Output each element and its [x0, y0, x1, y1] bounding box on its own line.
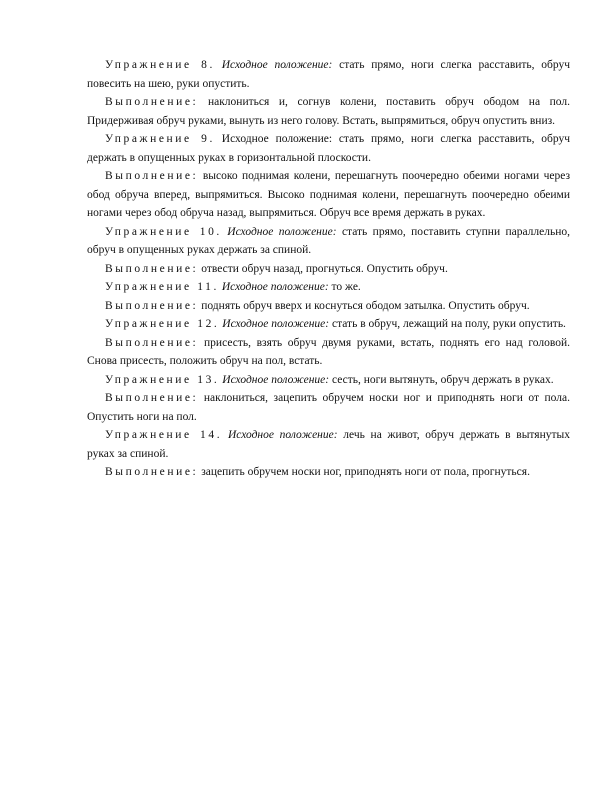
execution-text: наклониться, зацепить обручем носки ног и приподнять ноги от пола. Опустить ноги на пол. [87, 392, 570, 423]
start-position-label: Исходное положение: [227, 225, 337, 238]
execution-label: Выполнение: [105, 336, 199, 349]
exercise-title: Упражнение 8. [105, 59, 215, 71]
start-position-text: стать прямо, ноги слегка расставить, обруч держать в опущенных руках в горизонтальной плоскости. [87, 133, 570, 164]
start-position-text: стать прямо, поставить ступни параллельно, обруч в опущенных руках держать за спиной. [87, 225, 571, 256]
execution-text: высоко поднимая колени, перешагнуть поочередно обеими ногами через обод обруча вперед, выпрямиться. Высоко поднимая колени, перешагнуть поочередно обеими ногами через обод обруча назад, выпрямиться. Обруч все время держать в руках. [87, 170, 571, 219]
start-position-text: лечь на живот, обруч держать в вытянутых руках за спиной. [87, 429, 571, 460]
start-position-label: Исходное положение: [221, 133, 333, 145]
exercise-10-start [87, 223, 570, 260]
exercise-title: Упражнение 11. [105, 281, 219, 293]
execution-text: наклониться и, согнув колени, поставить обруч ободом на пол. Придерживая обруч руками, вынуть из него голову. Встать, выпрямиться, обруч опустить вниз. [87, 96, 571, 127]
execution-text: отвести обруч назад, прогнуться. Опустить обруч. [201, 262, 448, 275]
execution-label: Выполнение: [105, 299, 199, 312]
execution-text: зацепить обручем носки ног, приподнять ноги от пола, прогнуться. [201, 466, 530, 478]
start-position-label: Исходное положение: [227, 429, 338, 441]
exercise-12-start [87, 315, 570, 334]
exercise-9-execution [87, 167, 570, 223]
execution-label: Выполнение: [105, 170, 199, 182]
exercise-12-execution [87, 334, 570, 371]
exercise-14-execution [87, 463, 570, 482]
start-position-text: сесть, ноги вытянуть, обруч держать в руках. [331, 373, 554, 386]
execution-label: Выполнение: [105, 466, 199, 478]
execution-text: поднять обруч вверх и коснуться ободом затылка. Опустить обруч. [201, 299, 530, 312]
exercise-10-execution [87, 260, 570, 279]
execution-label: Выполнение: [105, 96, 199, 108]
start-position-label: Исходное положение: [221, 281, 329, 293]
exercise-8-execution [87, 93, 570, 130]
exercise-8-start [87, 56, 570, 93]
exercise-title: Упражнение 13. [105, 373, 220, 386]
execution-label: Выполнение: [105, 262, 199, 275]
exercise-13-execution [87, 389, 570, 426]
exercise-title: Упражнение 12. [105, 318, 220, 330]
start-position-text: то же. [331, 281, 361, 293]
start-position-label: Исходное положение: [221, 59, 333, 71]
exercise-title: Упражнение 14. [105, 429, 223, 441]
execution-text: присесть, взять обруч двумя руками, встать, поднять его над головой. Снова присесть, положить обруч на пол, встать. [87, 336, 571, 367]
execution-label: Выполнение: [105, 392, 199, 404]
start-position-label: Исходное положение: [222, 373, 330, 386]
exercise-14-start [87, 426, 570, 463]
exercise-13-start [87, 371, 570, 390]
start-position-text: стать в обруч, лежащий на полу, руки опустить. [331, 318, 566, 330]
exercise-9-start [87, 130, 570, 167]
start-position-text: стать прямо, ноги слегка расставить, обруч повесить на шею, руки опустить. [87, 59, 571, 90]
exercise-11-start [87, 278, 570, 297]
exercise-title: Упражнение 9. [105, 133, 215, 145]
exercise-11-execution [87, 297, 570, 316]
start-position-label: Исходное положение: [222, 318, 330, 330]
exercise-title: Упражнение 10. [105, 225, 222, 238]
